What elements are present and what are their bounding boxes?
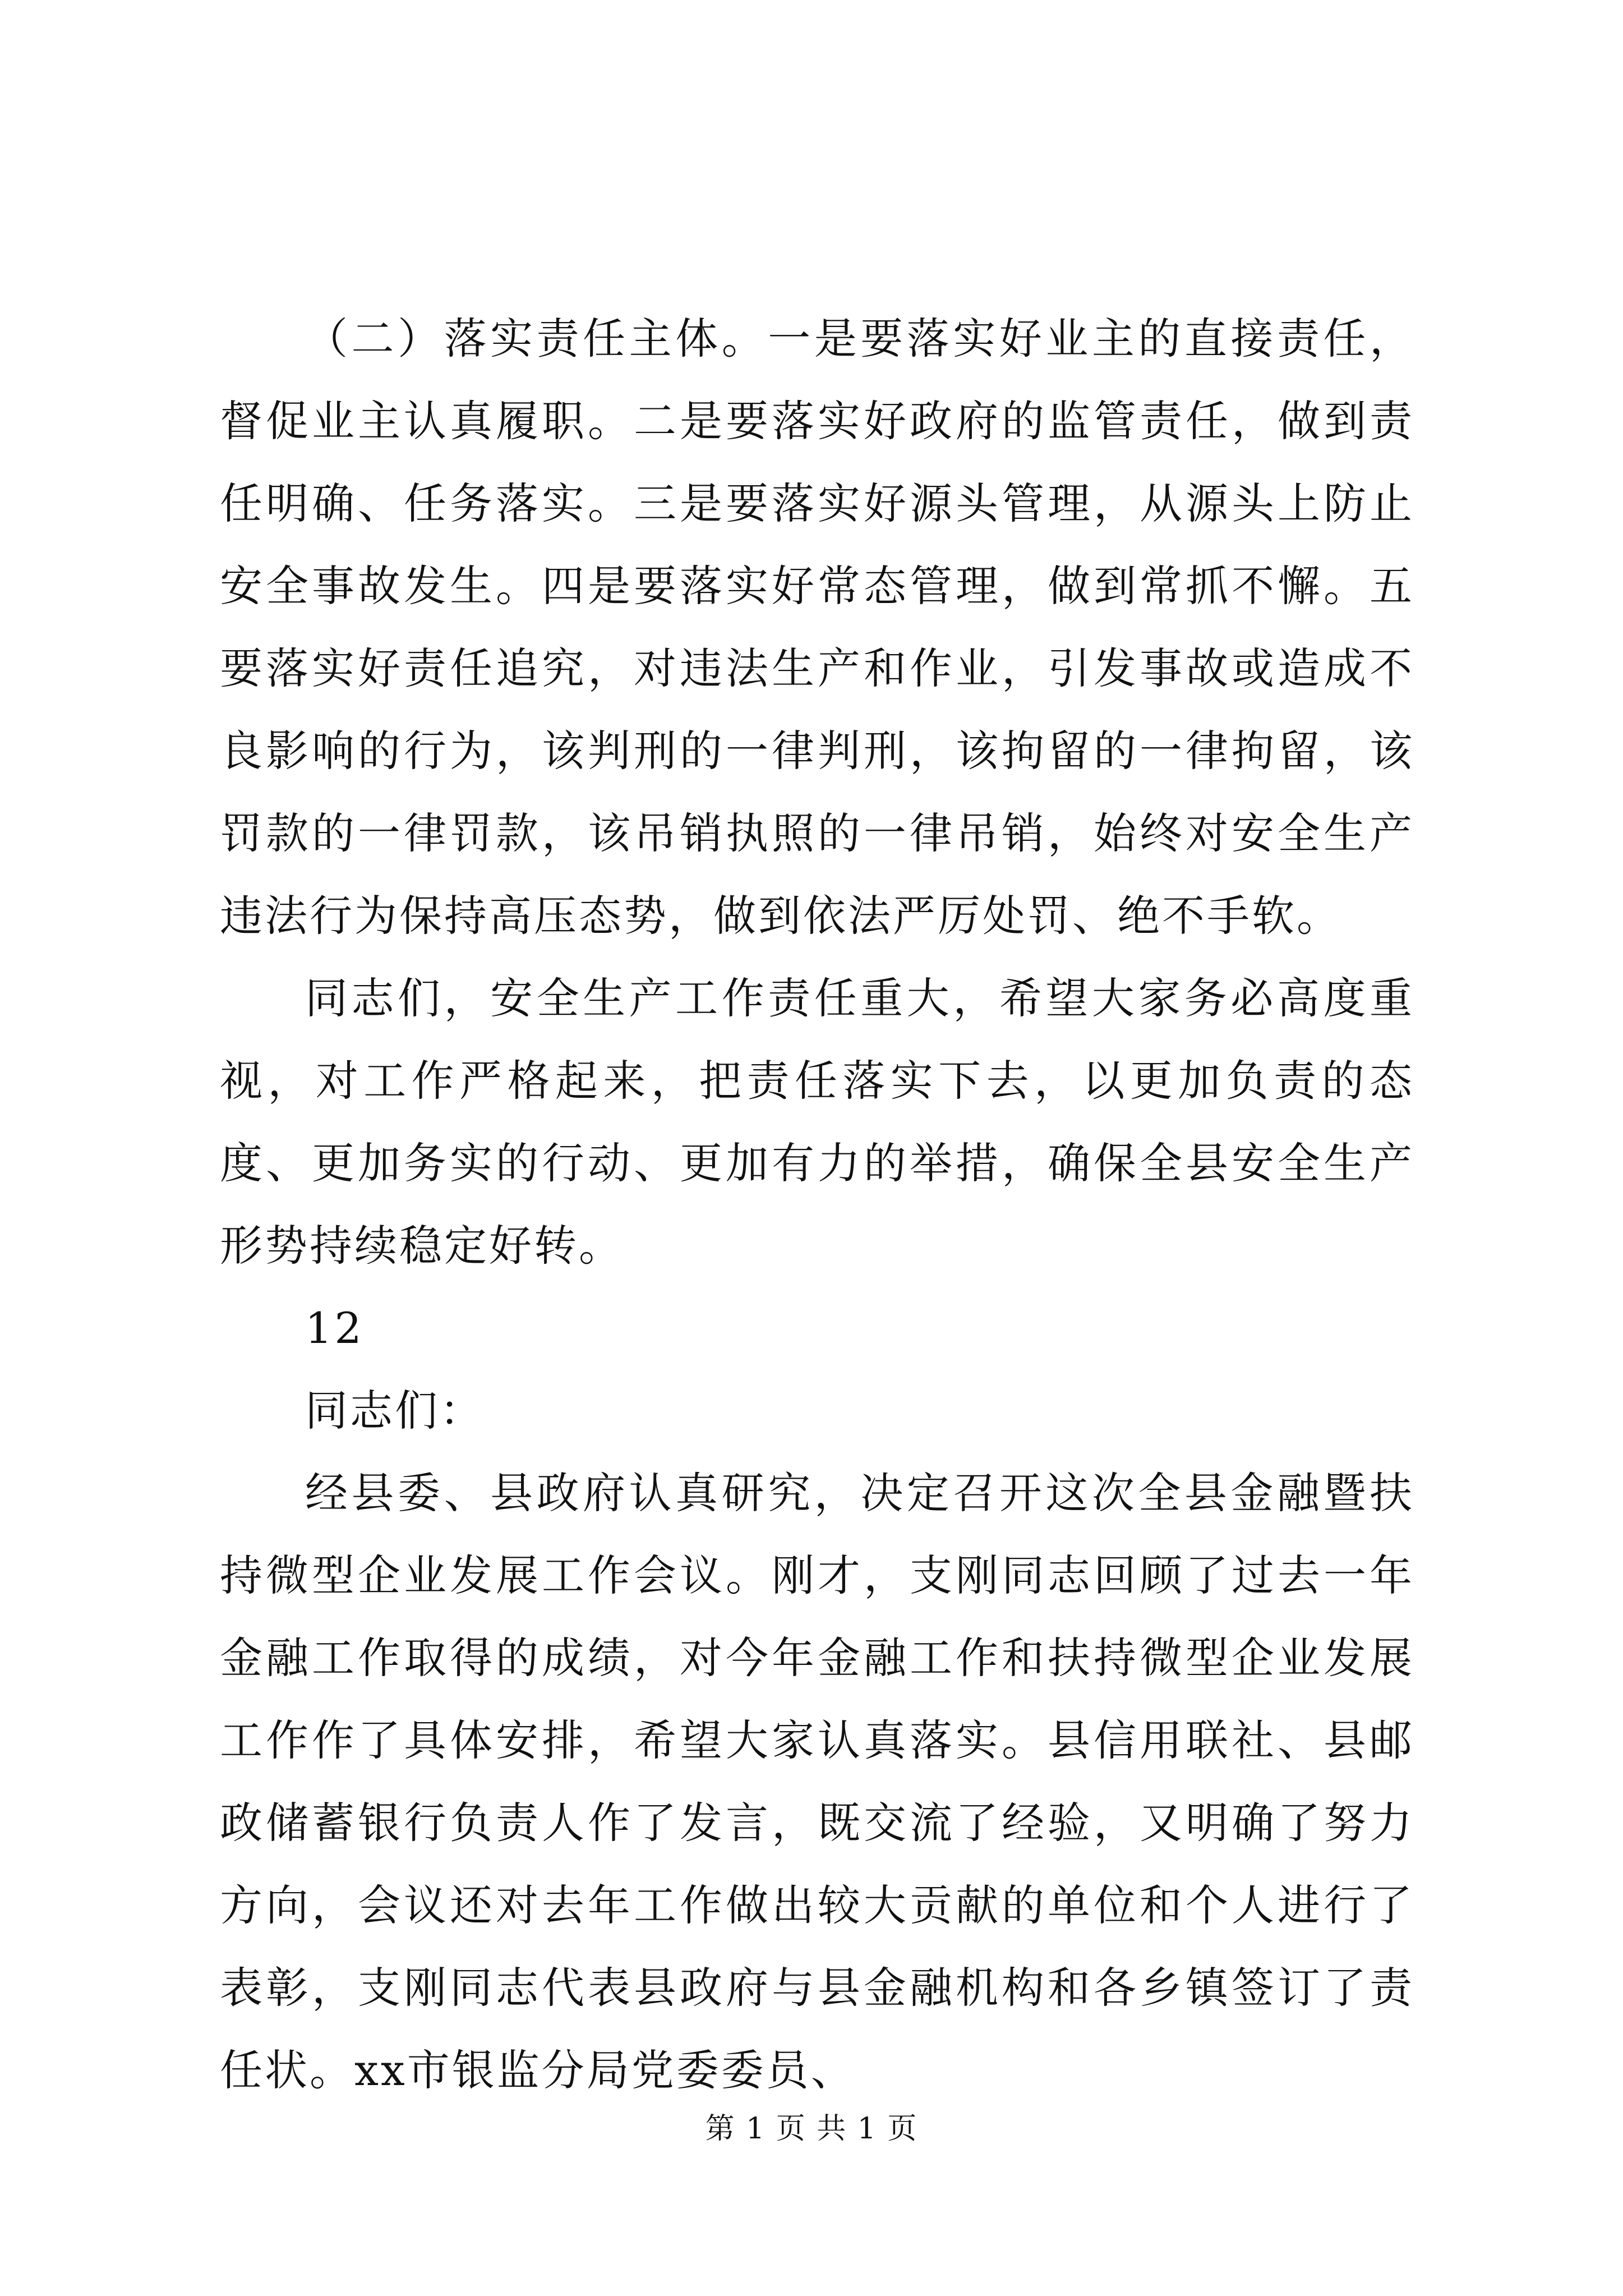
page-footer: 第 1 页 共 1 页 (705, 2112, 918, 2146)
document-body (220, 297, 1414, 2111)
salutation: 同志们： (305, 1386, 485, 1435)
section-number: 12 (305, 1303, 364, 1353)
paragraph-closing-remarks: 同志们，安全生产工作责任重大，希望大家务必高度重视，对工作严格起来，把责任落实下去，以更加负责的态度、更加务实的行动、更加有力的举措，确保全县安全生产形势持续稳定好转。 (220, 973, 1414, 1271)
paragraph-finance-meeting: 经县委、县政府认真研究，决定召开这次全县金融暨扶持微型企业发展工作会议。刚才，支刚同志回顾了过去一年金融工作取得的成绩，对今年金融工作和扶持微型企业发展工作作了具体安排，希望大家认真落实。县信用联社、县邮政储蓄银行负责人作了发言，既交流了经验，又明确了努力方向，会议还对去年工作做出较大贡献的单位和个人进行了表彰，支刚同志代表县政府与县金融机构和各乡镇签订了责任状。xx市银监分局党委委员、 (220, 1468, 1414, 2095)
paragraph-responsibility: （二）落实责任主体。一是要落实好业主的直接责任，督促业主认真履职。二是要落实好政府的监管责任，做到责任明确、任务落实。三是要落实好源头管理，从源头上防止安全事故发生。四是要落实好常态管理，做到常抓不懈。五要落实好责任追究，对违法生产和作业，引发事故或造成不良影响的行为，该判刑的一律判刑，该拘留的一律拘留，该罚款的一律罚款，该吊销执照的一律吊销，始终对安全生产违法行为保持高压态势，做到依法严厉处罚、绝不手软。 (220, 314, 1414, 941)
